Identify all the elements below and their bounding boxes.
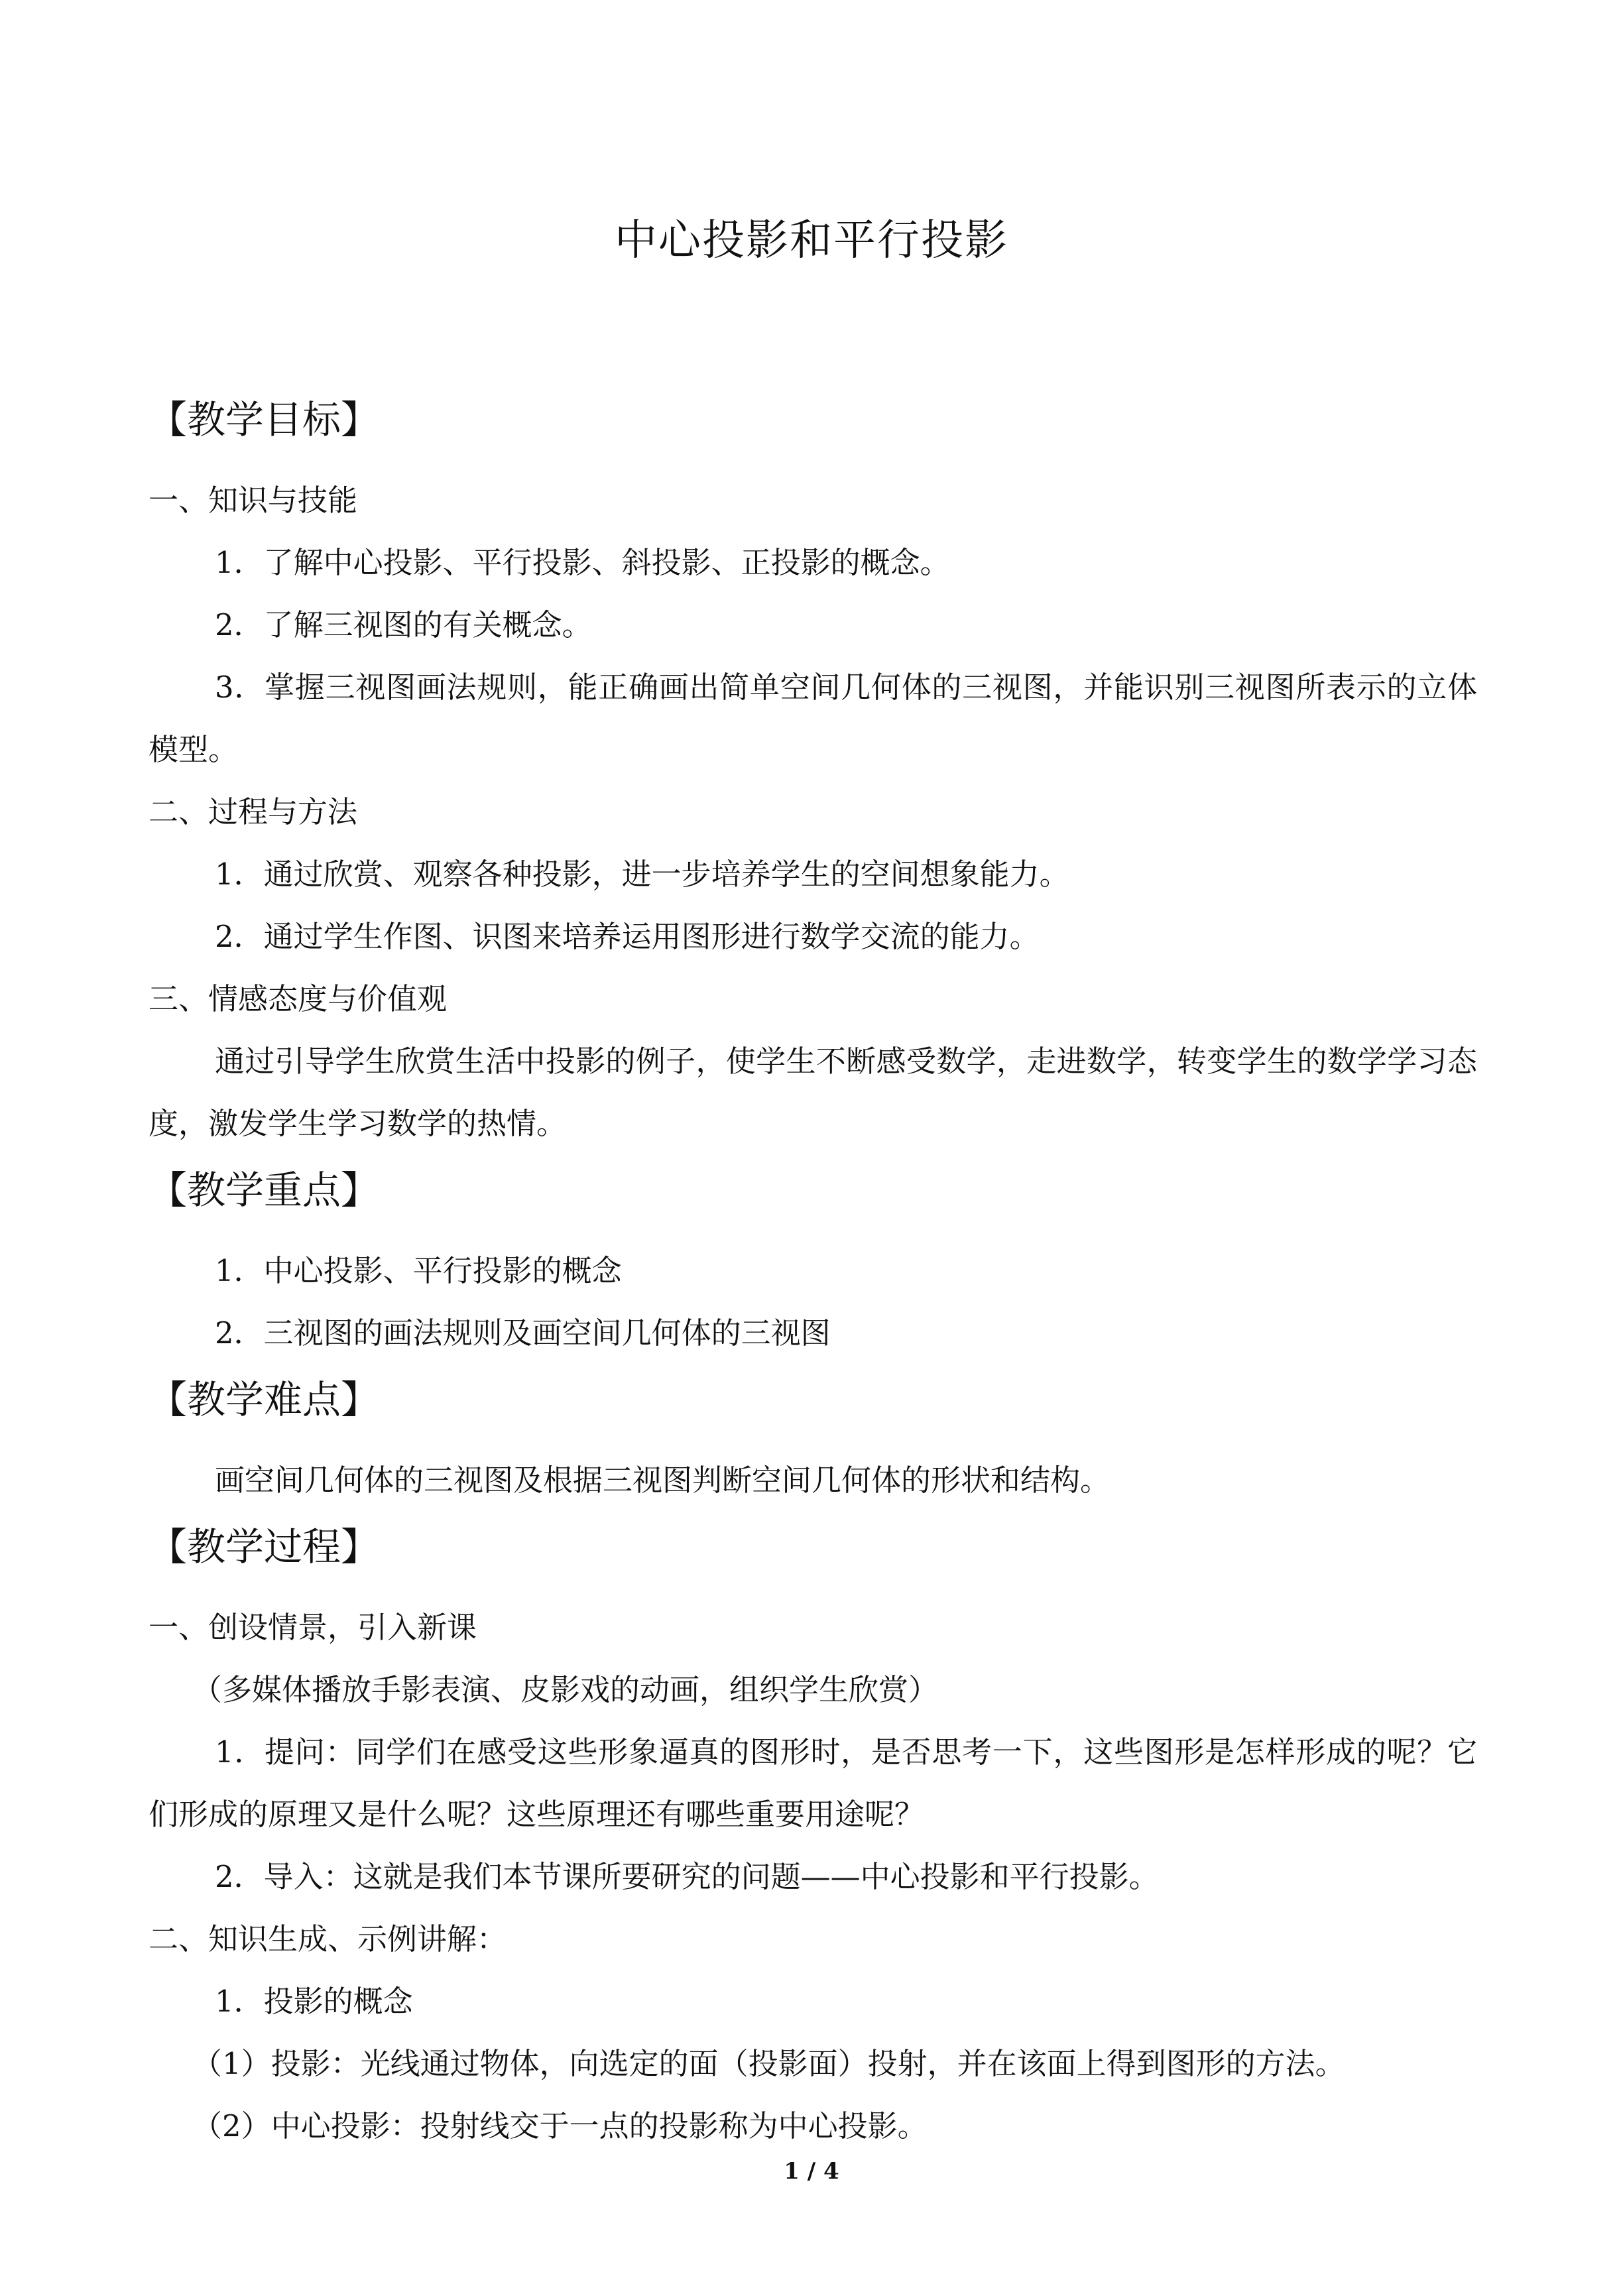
heading-objectives: 【教学目标】	[149, 397, 380, 442]
process-part2-item: （2）中心投影：投射线交于一点的投影称为中心投影。	[192, 2108, 928, 2144]
document-title: 中心投影和平行投影	[615, 216, 1008, 265]
heading-key-points: 【教学重点】	[149, 1168, 380, 1213]
objectives-process-label: 二、过程与方法	[149, 794, 358, 829]
page-number: 1 / 4	[784, 2158, 839, 2185]
process-part2-item: （1）投影：光线通过物体，向选定的面（投影面）投射，并在该面上得到图形的方法。	[192, 2046, 1345, 2081]
objective-process-item: 2．通过学生作图、识图来培养运用图形进行数学交流的能力。	[215, 919, 1040, 954]
document-body	[149, 385, 1477, 2157]
process-part1-note: （多媒体播放手影表演、皮影戏的动画，组织学生欣赏）	[192, 1672, 939, 1707]
key-point-item: 2．三视图的画法规则及画空间几何体的三视图	[215, 1315, 831, 1351]
process-part2-sub: 1．投影的概念	[215, 1984, 413, 2019]
process-part2-label: 二、知识生成、示例讲解：	[149, 1921, 507, 1957]
objective-knowledge-item: 1．了解中心投影、平行投影、斜投影、正投影的概念。	[215, 545, 950, 580]
process-part1-label: 一、创设情景，引入新课	[149, 1610, 477, 1645]
objective-knowledge-item: 3．掌握三视图画法规则，能正确画出简单空间几何体的三视图，并能识别三视图所表示的立体模型。	[149, 670, 1477, 767]
objective-process-item: 1．通过欣赏、观察各种投影，进一步培养学生的空间想象能力。	[215, 857, 1069, 892]
objectives-knowledge-label: 一、知识与技能	[149, 483, 358, 518]
heading-process: 【教学过程】	[149, 1524, 380, 1569]
process-part1-item: 1．提问：同学们在感受这些形象逼真的图形时，是否思考一下，这些图形是怎样形成的呢？它们形成的原理又是什么呢？这些原理还有哪些重要用途呢？	[149, 1734, 1477, 1832]
objective-knowledge-item: 2．了解三视图的有关概念。	[215, 607, 592, 642]
objectives-emotion-label: 三、情感态度与价值观	[149, 981, 448, 1016]
objectives-emotion-text: 通过引导学生欣赏生活中投影的例子，使学生不断感受数学，走进数学，转变学生的数学学习态度，激发学生学习数学的热情。	[149, 1044, 1477, 1141]
key-point-item: 1．中心投影、平行投影的概念	[215, 1253, 622, 1288]
process-part1-item: 2．导入：这就是我们本节课所要研究的问题——中心投影和平行投影。	[215, 1859, 1159, 1894]
heading-difficulties: 【教学难点】	[149, 1377, 380, 1422]
difficulties-text: 画空间几何体的三视图及根据三视图判断空间几何体的形状和结构。	[215, 1463, 1111, 1498]
